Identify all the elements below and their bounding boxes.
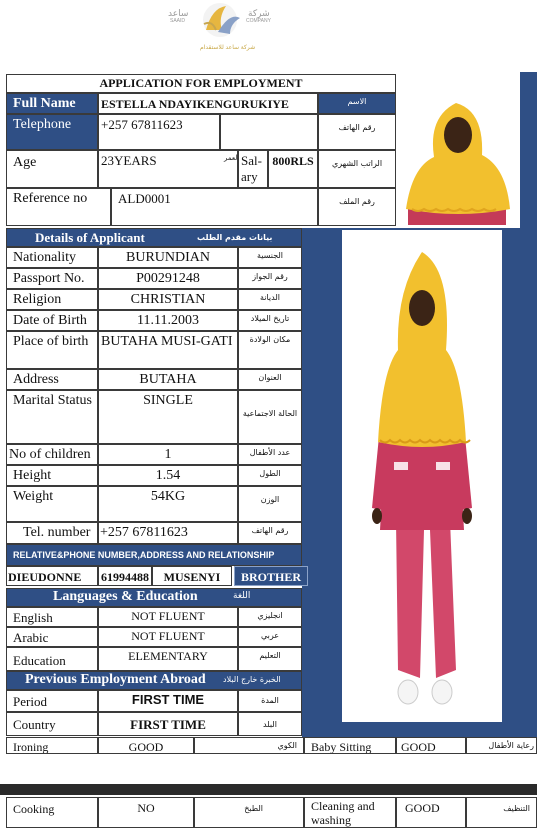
lang-ar-2: التعليم — [238, 647, 302, 671]
form-title: APPLICATION FOR EMPLOYMENT — [6, 74, 396, 93]
skill-ar-3: التنظيف — [466, 797, 537, 828]
skill-value-1: GOOD — [396, 737, 466, 754]
employment-header — [6, 671, 302, 690]
salary-label: Sal-ary — [238, 150, 268, 188]
details-label-0: Nationality — [6, 247, 98, 268]
details-ar-6: الحالة الاجتماعية — [238, 390, 302, 444]
telephone-ar: رقم الهاتف — [318, 114, 396, 150]
employment-header-ar: الخبرة خارج البلاد — [223, 675, 281, 684]
details-value-7: 1 — [98, 444, 238, 465]
logo-ar-left: ساعد — [168, 8, 189, 18]
logo-en-right: COMPANY — [246, 18, 271, 24]
full-body-photo-icon — [342, 230, 502, 722]
details-label-4: Place of birth — [6, 331, 98, 369]
details-label-9: Weight — [6, 486, 98, 522]
details-label-2: Religion — [6, 289, 98, 310]
applicant-headshot — [398, 97, 516, 225]
details-ar-3: تاريخ الميلاد — [238, 310, 302, 331]
details-ar-2: الديانة — [238, 289, 302, 310]
details-value-3: 11.11.2003 — [98, 310, 238, 331]
lang-value-1: NOT FLUENT — [98, 627, 238, 647]
skill-value-3: GOOD — [396, 797, 466, 828]
skill-ar-0: الكوي — [194, 737, 304, 754]
telephone-label: Telephone — [6, 114, 98, 150]
languages-header-ar: اللغة — [233, 591, 251, 601]
details-ar-9: الوزن — [238, 486, 302, 522]
details-label-7: No of children — [6, 444, 98, 465]
applicant-full-photo — [342, 230, 502, 722]
details-ar-4: مكان الولادة — [238, 331, 302, 369]
details-ar-10: رقم الهاتف — [238, 522, 302, 544]
relative-relation: BROTHER — [234, 566, 308, 586]
page-break-bar — [0, 784, 537, 795]
details-header-ar: بيانات مقدم الطلب — [197, 233, 273, 242]
lang-ar-0: انجليزي — [238, 607, 302, 627]
age-ar: العمر — [224, 154, 240, 162]
details-value-5: BUTAHA — [98, 369, 238, 390]
details-label-3: Date of Birth — [6, 310, 98, 331]
logo-tagline: شركة ساعد للاستقدام — [200, 45, 256, 51]
logo-en-left: SAAID — [170, 18, 186, 24]
skill-ar-2: الطبخ — [194, 797, 304, 828]
details-label-6: Marital Status — [6, 390, 98, 444]
details-ar-7: عدد الأطفال — [238, 444, 302, 465]
relative-header: RELATIVE&PHONE NUMBER,ADDRESS AND RELATIONSHIP — [6, 544, 302, 566]
skill-label-0: Ironing — [6, 737, 98, 754]
skill-label-3: Cleaning and washing — [304, 797, 396, 828]
lang-ar-1: عربي — [238, 627, 302, 647]
emp-label-0: Period — [6, 690, 98, 712]
lang-value-0: NOT FLUENT — [98, 607, 238, 627]
skill-label-1: Baby Sitting — [304, 737, 396, 754]
full-name-label: Full Name — [6, 93, 98, 114]
details-value-10: +257 67811623 — [98, 522, 238, 544]
age-label: Age — [6, 150, 98, 188]
skill-label-2: Cooking — [6, 797, 98, 828]
relative-name: DIEUDONNE — [6, 566, 98, 586]
details-value-1: P00291248 — [98, 268, 238, 289]
details-value-6: SINGLE — [98, 390, 238, 444]
emp-ar-0: المدة — [238, 690, 302, 712]
details-label-10: Tel. number — [6, 522, 98, 544]
logo-ar-right: شركة — [248, 8, 270, 18]
skill-value-0: GOOD — [98, 737, 194, 754]
emp-value-1: FIRST TIME — [98, 712, 238, 736]
telephone-blank — [220, 114, 318, 150]
salary-value: 800RLS — [268, 150, 318, 188]
details-value-2: CHRISTIAN — [98, 289, 238, 310]
full-name-ar: الاسم — [318, 93, 396, 114]
emp-label-1: Country — [6, 712, 98, 736]
lang-label-1: Arabic — [6, 627, 98, 647]
reference-ar: رقم الملف — [318, 188, 396, 226]
headshot-photo-icon — [398, 97, 516, 225]
details-value-9: 54KG — [98, 486, 238, 522]
relative-place: MUSENYI — [152, 566, 232, 586]
details-value-8: 1.54 — [98, 465, 238, 486]
lang-value-2: ELEMENTARY — [98, 647, 238, 671]
reference-value: ALD0001 — [111, 188, 318, 226]
details-value-4: BUTAHA MUSI-GATI — [98, 331, 238, 369]
languages-header — [6, 588, 302, 607]
age-value: 23YEARS — [98, 150, 238, 188]
lang-label-2: Education — [6, 647, 98, 671]
details-header-text: Details of Applicant — [35, 230, 145, 245]
details-ar-8: الطول — [238, 465, 302, 486]
details-value-0: BURUNDIAN — [98, 247, 238, 268]
telephone-value: +257 67811623 — [98, 114, 220, 150]
details-ar-0: الجنسية — [238, 247, 302, 268]
details-ar-5: العنوان — [238, 369, 302, 390]
salary-ar: الراتب الشهري — [318, 150, 396, 188]
skill-value-2: NO — [98, 797, 194, 828]
details-ar-1: رقم الجواز — [238, 268, 302, 289]
company-logo — [160, 0, 280, 62]
details-label-5: Address — [6, 369, 98, 390]
languages-header-text: Languages & Education — [53, 589, 198, 604]
details-header — [6, 228, 302, 247]
details-label-8: Height — [6, 465, 98, 486]
details-label-1: Passport No. — [6, 268, 98, 289]
employment-header-text: Previous Employment Abroad — [25, 672, 206, 687]
reference-label: Reference no — [6, 188, 111, 226]
relative-phone: 61994488 — [98, 566, 152, 586]
full-name-value: ESTELLA NDAYIKENGURUKIYE — [98, 93, 318, 114]
emp-value-0: FIRST TIME — [98, 690, 238, 712]
skill-ar-1: رعاية الأطفال — [466, 737, 537, 754]
emp-ar-1: البلد — [238, 712, 302, 736]
lang-label-0: English — [6, 607, 98, 627]
